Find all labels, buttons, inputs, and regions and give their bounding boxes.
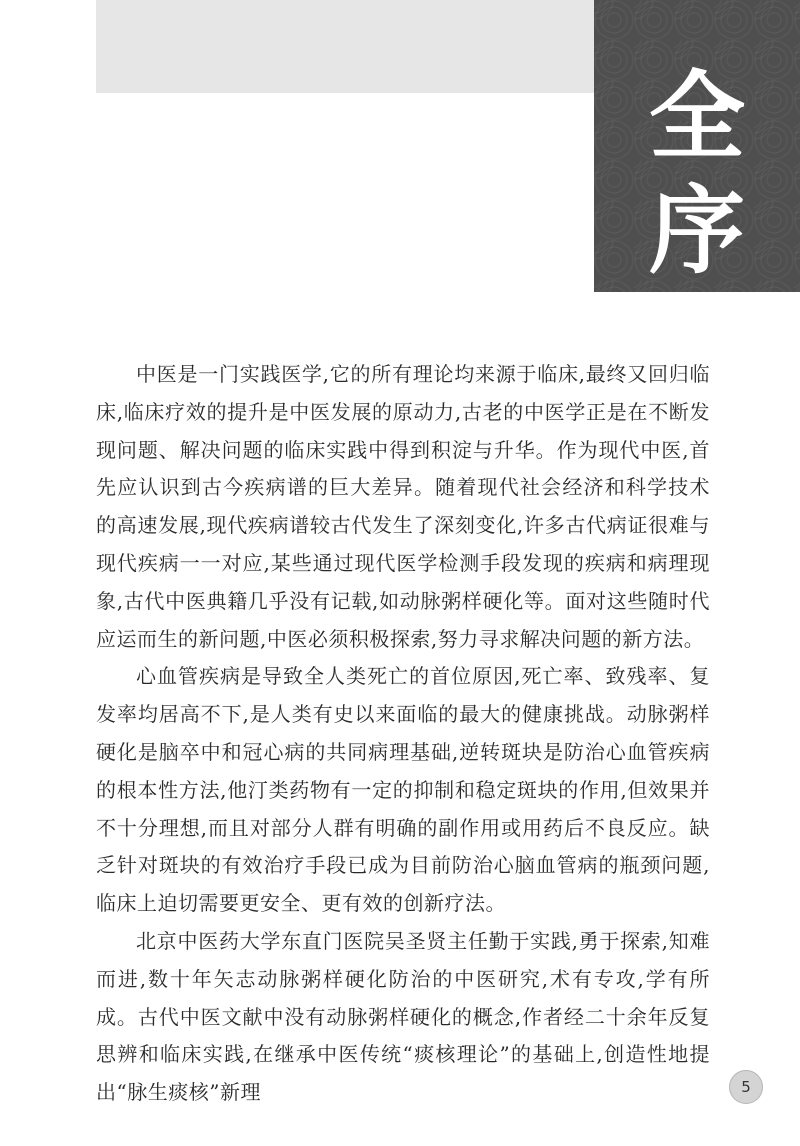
paragraph-2: 心血管疾病是导致全人类死亡的首位原因,死亡率、致残率、复发率均居高不下,是人类有史以来面临的最大的健康挑战。动脉粥样硬化是脑卒中和冠心病的共同病理基础,逆转斑块是防治心血管疾病的根本性方法,他汀类药物有一定的抑制和稳定斑块的作用,但效果并不十分理想,而且对部分人群有明确的副作用或用药后不良反应。缺乏针对斑块的有效治疗手段已成为目前防治心脑血管病的瓶颈问题,临床上迫切需要更安全、更有效的创新疗法。 bbox=[96, 664, 710, 916]
chapter-title-char-2: 序 bbox=[649, 174, 745, 287]
body-text bbox=[96, 356, 710, 1112]
paragraph-3: 北京中医药大学东直门医院吴圣贤主任勤于实践,勇于探索,知难而进,数十年矢志动脉粥样硬化防治的中医研究,术有专攻,学有所成。古代中医文献中没有动脉粥样硬化的概念,作者经二十余年反复思辨和临床实践,在继承中医传统“痰核理论”的基础上,创造性地提出“脉生痰核”新理 bbox=[96, 928, 710, 1105]
page-number: 5 bbox=[729, 1070, 763, 1104]
header-band bbox=[96, 0, 594, 93]
chapter-title-char-1: 全 bbox=[649, 60, 745, 173]
paragraph-1: 中医是一门实践医学,它的所有理论均来源于临床,最终又回归临床,临床疗效的提升是中医发展的原动力,古老的中医学正是在不断发现问题、解决问题的临床实践中得到积淀与升华。作为现代中医,首先应认识到古今疾病谱的巨大差异。随着现代社会经济和科学技术的高速发展,现代疾病谱较古代发生了深刻变化,许多古代病证很难与现代疾病一一对应,某些通过现代医学检测手段发现的疾病和病理现象,古代中医典籍几乎没有记载,如动脉粥样硬化等。面对这些随时代应运而生的新问题,中医必须积极探索,努力寻求解决问题的新方法。 bbox=[96, 362, 710, 651]
chapter-title-block bbox=[594, 0, 800, 292]
